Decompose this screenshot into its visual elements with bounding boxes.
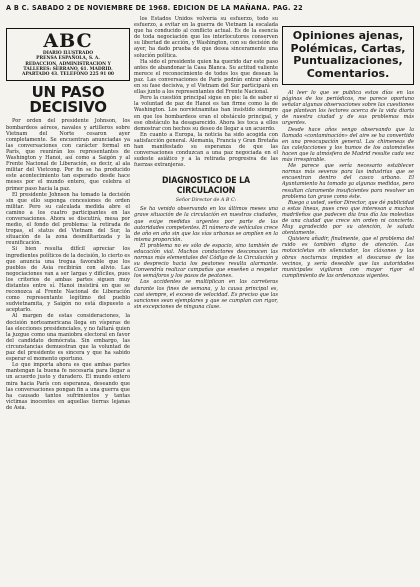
masthead-line: DIARIO ILUSTRADO [42,51,94,56]
box-title-line: Puntualizaciones, [293,54,403,67]
paragraph: Pero la cuestión principal sigue en pie: la de saber si la voluntad de paz de Hanoi es tan firme como la de Washington. Los norvietnamitas han insistido siempre en que los bombardeos eran el obstáculo principal, y ese obstáculo ha desaparecido. Ahora les toca a ellos demostrar con hechos su deseo de llegar a un acuerdo. [134,95,278,132]
paragraph: El problema no es sólo de espacio, sino también de educación vial. Muchos conductores desconocen las normas más elementales del Código de la Circulación y su desprecio hacia los peatones resulta alarmante. Convendría realizar campañas que enseñen a respetar los semáforos y los pasos de peatones. [134,242,278,280]
abc-logo: ABC [43,30,93,52]
paragraph: Al margen de estas consideraciones, la decisión norteamericana llega en vísperas de las elecciones presidenciales, y no faltará quien la juzgue como una maniobra electoral en favor del candidato demócrata. Sin embargo, las circunstancias demuestran que la voluntad de paz del presidente es sincera y que ha sabido esperar el momento oportuno. [6,313,130,363]
masthead-line: APARTADO 43. TELEFONO 225 91 00 [22,72,114,78]
paragraph: Por orden del presidente Johnson, los bombardeos aéreos, navales y artilleros sobre Vietnam del Norte cesaron ayer completamente. Se encuentran anunciadas ya las conversaciones con carácter formal en París, que reunirán los representantes de Washington y Hanoi, así como a Saigón y al Frente Nacional de Liberación, es decir, al ala militar del Vietcong. Por fin se ha producido este acontecimiento tan esperado desde hace meses por el mundo entero, que celebra el primer paso hacia la paz. [6,118,130,192]
letters-body [282,90,414,279]
editorial-body [6,118,130,411]
paragraph: Desde hace años vengo observando que la llamada «contaminación» del aire se ha convertido en una preocupación general. Las chimeneas de las calefacciones y los humos de los automóviles hacen que la atmósfera de Madrid resulte cada vez más irrespirable. [282,126,414,164]
box-title-line: Polémicas, Cartas, [290,41,406,55]
masthead-line: TALLERES: SERRANO, 61. MADRID. [23,66,113,72]
column-middle [134,16,278,584]
box-title-line: Comentarios. [306,66,390,80]
letter-salutation: Señor Director de A B C: [175,198,237,204]
column-right [282,16,414,584]
section-headline: DIAGNOSTICO DE LA CIRCULACION [162,176,250,197]
box-title-line: Opiniones ajenas, [292,29,404,42]
opinions-section-box [282,26,414,85]
paragraph: Al leer lo que se publica estos días en las páginas de los periódicos, me parece oportuno señalar algunas observaciones sobre las cuestiones que plantean los lectores acerca de la vida diaria de nuestra ciudad y de sus problemas más urgentes. [282,90,414,127]
article-continuation [134,16,278,168]
letter-body [134,206,278,310]
column-left [6,16,130,584]
paragraph: Se ha venido observando en los últimos meses una grave situación de la circulación en nuestras ciudades, que exige medidas urgentes por parte de las autoridades competentes. El número de vehículos crece de año en año sin que las vías urbanas se amplíen en la misma proporción. [134,206,278,243]
paragraph: los Estados Unidos volvería su esfuerzo, todo su esfuerzo, a evitar en la guerra de Vietnam la escalada que ha conducido al conflicto actual. Es de la esencia de toda negociación que los interlocutores conserven su libertad de acción, y Washington, con su decisión de ayer, ha dado prueba de que desea sinceramente una solución política. [134,16,278,59]
paragraph: Quisiera añadir, finalmente, que el problema del ruido es también digno de atención. Las motocicletas sin silenciador, los cláxones y las obras nocturnas impiden el descanso de los vecinos, y sería deseable que las autoridades municipales vigilaran con mayor rigor el cumplimiento de las ordenanzas vigentes. [282,236,414,279]
abc-masthead-box [6,28,130,81]
paragraph: Ha sido el presidente quien ha querido dar este paso antes de abandonar la Casa Blanca. Su actitud valiente merece el reconocimiento de todos los que desean la paz. Las conversaciones de París podrán entrar ahora en su fase decisiva, y el Vietnam del Sur participará en ellas junto a los representantes del Frente Nacional. [134,58,278,96]
paragraph: Si bien resulta difícil apreciar los ingredientes políticos de la decisión, lo cierto es que anuncia una tregua favorable que los pueblos de Asia recibirán con alivio. Las negociaciones van a ser largas y difíciles, pues los criterios de ambas partes siguen muy distantes entre sí. Hanoi insistirá en que se reconozca al Frente Nacional de Liberación como representante legítimo del pueblo sudvietnamita, y Saigón no está dispuesto a aceptarlo. [6,246,130,314]
masthead-line: REDACCION, ADMINISTRACION Y [25,61,111,67]
paragraph: Lo que importa ahora es que ambas partes mantengan la buena fe necesaria para llegar a un acuerdo justo y duradero. El mundo entero mira hacia París con esperanza, deseando que las conversaciones pongan fin a una guerra que ha causado tantos sufrimientos y tantas víctimas inocentes en aquellas tierras lejanas de Asia. [6,362,130,411]
masthead-line: PRENSA ESPAÑOLA, S. A. [36,56,100,62]
editorial-headline: UN PASO DECISIVO [29,83,107,117]
paragraph: Los accidentes se multiplican en las carreteras durante los fines de semana, y la causa principal es, casi siempre, el exceso de velocidad. Es preciso que las sanciones sean ejemplares y que se cumplan con rigor, sin excepciones de ninguna clase. [134,279,278,310]
paragraph: Me parece que sería necesario establecer normas más severas para las industrias que se encuentran dentro del casco urbano. El Ayuntamiento ha tomado ya algunas medidas, pero resultan claramente insuficientes para resolver un problema tan grave como éste. [282,163,414,200]
paragraph: Ruego a usted, señor Director, que dé publicidad a estas líneas, pues creo que interesan a muchos madrileños que padecen día tras día las molestias de una ciudad que crece sin orden ni concierto. Muy agradecido por su atención, le saluda atentamente. [282,199,414,237]
page-header: A B C. SABADO 2 DE NOVIEMBRE DE 1968. EDICION DE LA MAÑANA. PAG. 22 [6,3,303,12]
paragraph: En cuanto a Europa, la noticia ha sido acogida con satisfacción general. Alemania, Francia y Gran Bretaña han manifestado su esperanza de que las conversaciones conduzcan a una paz negociada en el sudeste asiático y a la retirada progresiva de las fuerzas extranjeras. [134,131,278,169]
paragraph: El presidente Johnson ha tomado la decisión sin que ello suponga concesiones de orden militar. Pero su calculada medida abre el camino a los cuatro participantes en las conversaciones. Ahora se discutirá, mesa por medio, el fondo del problema: la retirada de tropas, el status del Vietnam del Sur, la situación de la zona desmilitarizada y la reunificación. [6,191,130,247]
